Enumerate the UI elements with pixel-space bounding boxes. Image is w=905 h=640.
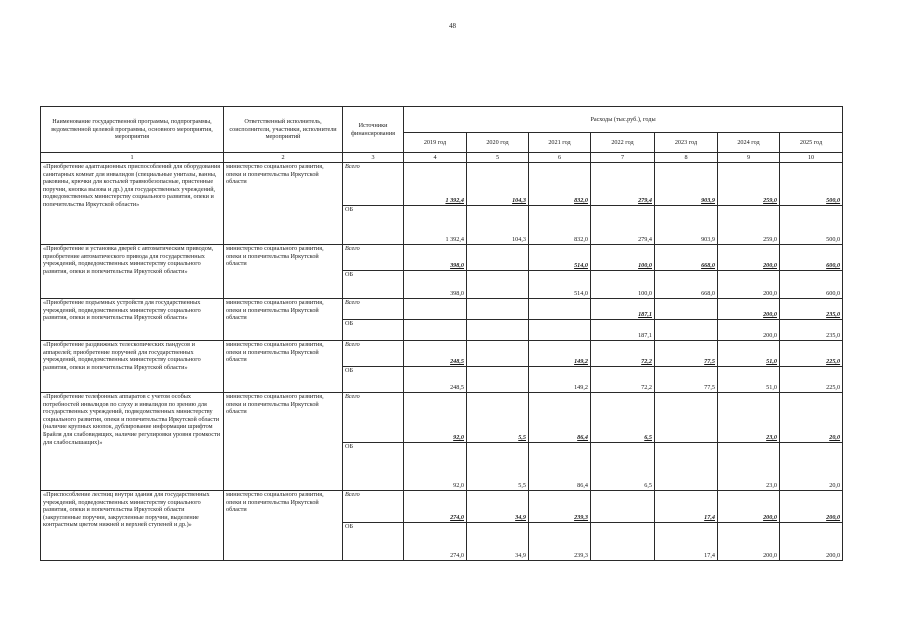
ob-value: 279,4: [591, 206, 655, 245]
total-value: [591, 491, 655, 523]
ob-value: 17,4: [655, 523, 718, 561]
total-value: [529, 299, 591, 320]
source-ob: ОБ: [343, 443, 404, 491]
total-value: 5,5: [467, 393, 529, 443]
total-value: 72,2: [591, 341, 655, 367]
total-value: [467, 299, 529, 320]
header-name: Наименование государственной программы, подпрограммы, ведомственной целевой программы, основного мероприятия, мероприятия: [41, 107, 224, 153]
ob-value: 20,0: [780, 443, 843, 491]
ob-value: [591, 523, 655, 561]
column-number: 5: [467, 153, 529, 163]
total-value: 200,0: [780, 491, 843, 523]
executor: министерство социального развития, опеки и попечительства Иркутской области: [224, 163, 343, 245]
ob-value: 274,0: [404, 523, 467, 561]
total-value: 398,0: [404, 245, 467, 271]
ob-value: [655, 443, 718, 491]
total-value: 149,2: [529, 341, 591, 367]
total-value: 51,0: [718, 341, 780, 367]
ob-value: [655, 320, 718, 341]
ob-value: 86,4: [529, 443, 591, 491]
executor: министерство социального развития, опеки и попечительства Иркутской области: [224, 299, 343, 341]
ob-value: 200,0: [780, 523, 843, 561]
source-total: Всего: [343, 299, 404, 320]
activity-name: «Приобретение раздвижных телескопических пандусов и аппарелей; приобретение поручней для государственных учреждений, подведомственных министерству социального развития, опеки и попечительства Иркутской области»: [41, 341, 224, 393]
source-ob: ОБ: [343, 367, 404, 393]
expenses-table: [40, 106, 843, 561]
source-total: Всего: [343, 163, 404, 206]
total-value: 200,0: [718, 299, 780, 320]
total-value: 500,0: [780, 163, 843, 206]
header-year: 2025 год: [780, 133, 843, 153]
ob-value: [467, 367, 529, 393]
ob-value: 259,0: [718, 206, 780, 245]
column-number: 1: [41, 153, 224, 163]
total-value: [655, 393, 718, 443]
column-number: 4: [404, 153, 467, 163]
column-number: 10: [780, 153, 843, 163]
ob-value: 200,0: [718, 271, 780, 299]
header-year: 2024 год: [718, 133, 780, 153]
total-value: 274,0: [404, 491, 467, 523]
ob-value: 398,0: [404, 271, 467, 299]
column-number: 6: [529, 153, 591, 163]
ob-value: 92,0: [404, 443, 467, 491]
source-ob: ОБ: [343, 523, 404, 561]
total-value: [404, 299, 467, 320]
total-value: 104,3: [467, 163, 529, 206]
total-value: 1 392,4: [404, 163, 467, 206]
activity-name: «Приобретение подъемных устройств для государственных учреждений, подведомственных министерству социального развития, опеки и попечительства Иркутской области»: [41, 299, 224, 341]
total-value: 77,5: [655, 341, 718, 367]
ob-value: 72,2: [591, 367, 655, 393]
header-year: 2023 год: [655, 133, 718, 153]
total-value: 100,0: [591, 245, 655, 271]
total-value: 17,4: [655, 491, 718, 523]
total-value: 832,0: [529, 163, 591, 206]
ob-value: 34,9: [467, 523, 529, 561]
ob-value: 1 392,4: [404, 206, 467, 245]
ob-value: 51,0: [718, 367, 780, 393]
header-year: 2022 год: [591, 133, 655, 153]
ob-value: 23,0: [718, 443, 780, 491]
executor: министерство социального развития, опеки и попечительства Иркутской области: [224, 491, 343, 561]
total-value: 200,0: [718, 491, 780, 523]
total-value: 92,0: [404, 393, 467, 443]
total-value: 600,0: [780, 245, 843, 271]
total-value: 34,9: [467, 491, 529, 523]
total-value: 20,0: [780, 393, 843, 443]
source-ob: ОБ: [343, 271, 404, 299]
ob-value: 235,0: [780, 320, 843, 341]
ob-value: 100,0: [591, 271, 655, 299]
source-ob: ОБ: [343, 206, 404, 245]
source-total: Всего: [343, 245, 404, 271]
total-value: 279,4: [591, 163, 655, 206]
ob-value: 200,0: [718, 320, 780, 341]
activity-name: «Приспособление лестниц внутри здания для государственных учреждений, подведомственных министерству социального развития, опеки и попечительства Иркутской области (закругленные поручни, закругленные поручни, выделение контрастным цветом нижней и верхней ступеней и др.)»: [41, 491, 224, 561]
ob-value: [467, 320, 529, 341]
ob-value: 187,1: [591, 320, 655, 341]
total-value: 239,3: [529, 491, 591, 523]
total-value: [467, 341, 529, 367]
source-total: Всего: [343, 393, 404, 443]
ob-value: 514,0: [529, 271, 591, 299]
column-number: 2: [224, 153, 343, 163]
source-ob: ОБ: [343, 320, 404, 341]
ob-value: 225,0: [780, 367, 843, 393]
total-value: 259,0: [718, 163, 780, 206]
executor: министерство социального развития, опеки и попечительства Иркутской области: [224, 393, 343, 491]
ob-value: [529, 320, 591, 341]
ob-value: [404, 320, 467, 341]
ob-value: 104,3: [467, 206, 529, 245]
ob-value: 239,3: [529, 523, 591, 561]
ob-value: [467, 271, 529, 299]
header-expenses: Расходы (тыс.руб.), годы: [404, 107, 843, 133]
total-value: 514,0: [529, 245, 591, 271]
page-number: 48: [449, 22, 456, 30]
header-year: 2019 год: [404, 133, 467, 153]
ob-value: 832,0: [529, 206, 591, 245]
total-value: 6,5: [591, 393, 655, 443]
header-source: Источники финансирования: [343, 107, 404, 153]
total-value: 668,0: [655, 245, 718, 271]
activity-name: «Приобретение телефонных аппаратов с учетом особых потребностей инвалидов по слуху и инвалидов по зрению для государственных учреждений, подведомственных министерству социального развития, опеки и попечительства Иркутской области (наличие крупных кнопок, дублирование информации шрифтом Брайля для слабовидящих, наличие регулировки уровня громкости для слабослышащих)»: [41, 393, 224, 491]
column-number: 9: [718, 153, 780, 163]
column-number: 7: [591, 153, 655, 163]
column-number: 3: [343, 153, 404, 163]
ob-value: 200,0: [718, 523, 780, 561]
header-year: 2020 год: [467, 133, 529, 153]
total-value: 187,1: [591, 299, 655, 320]
ob-value: 500,0: [780, 206, 843, 245]
total-value: 248,5: [404, 341, 467, 367]
activity-name: «Приобретение адаптационных приспособлений для оборудования санитарных комнат для инвалидов (специальные унитазы, ванны, раковины, крючки для костылей травмобезопасные, пристенные поручни, кнопка вызова и др.) для государственных учреждений, подведомственных министерству социального развития, опеки и попечительства Иркутской области»: [41, 163, 224, 245]
header-executor: Ответственный исполнитель, соисполнители, участники, исполнители мероприятий: [224, 107, 343, 153]
total-value: 235,0: [780, 299, 843, 320]
source-total: Всего: [343, 491, 404, 523]
total-value: 225,0: [780, 341, 843, 367]
ob-value: 668,0: [655, 271, 718, 299]
ob-value: 6,5: [591, 443, 655, 491]
total-value: 200,0: [718, 245, 780, 271]
source-total: Всего: [343, 341, 404, 367]
total-value: 903,9: [655, 163, 718, 206]
ob-value: 600,0: [780, 271, 843, 299]
total-value: [655, 299, 718, 320]
total-value: 23,0: [718, 393, 780, 443]
column-number: 8: [655, 153, 718, 163]
executor: министерство социального развития, опеки и попечительства Иркутской области: [224, 245, 343, 299]
ob-value: 77,5: [655, 367, 718, 393]
executor: министерство социального развития, опеки и попечительства Иркутской области: [224, 341, 343, 393]
header-year: 2021 год: [529, 133, 591, 153]
total-value: [467, 245, 529, 271]
ob-value: 248,5: [404, 367, 467, 393]
ob-value: 5,5: [467, 443, 529, 491]
total-value: 86,4: [529, 393, 591, 443]
ob-value: 903,9: [655, 206, 718, 245]
ob-value: 149,2: [529, 367, 591, 393]
activity-name: «Приобретение и установка дверей с автоматическим приводом, приобретение автоматического привода для государственных учреждений, подведомственных министерству социального развития, опеки и попечительства Иркутской области»: [41, 245, 224, 299]
